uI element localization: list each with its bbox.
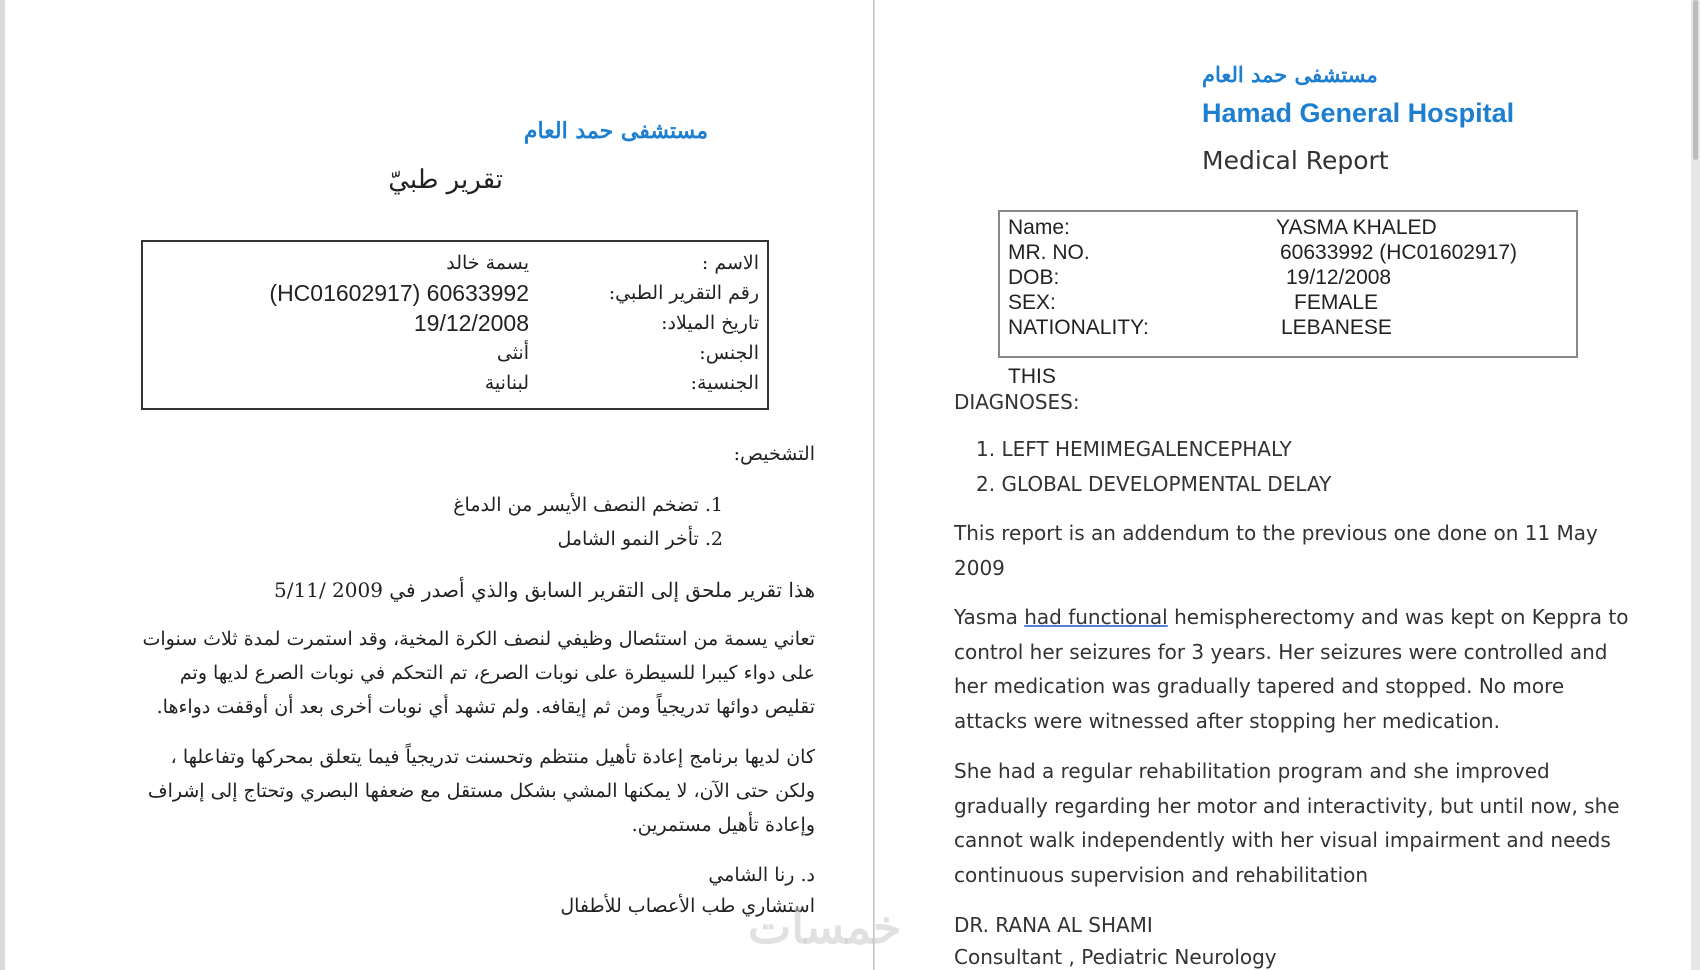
spellcheck-underlined-text: had functional [1024, 605, 1168, 629]
paragraph-2-line-2-en: gradually regarding her motor and interactivity, but until now, she [954, 794, 1620, 818]
paragraph-1-line-2: على دواء كيبرا للسيطرة على نوبات الصرع، تم التحكم في نوبات الصرع لديها وتم [179, 662, 815, 684]
doctor-position-arabic: استشاري طب الأعصاب للأطفال [560, 895, 815, 917]
doctor-position: Consultant , Pediatric Neurology [954, 945, 1277, 969]
hospital-name-arabic: مستشفى حمد العام [523, 118, 708, 144]
paragraph-2-line-1: كان لديها برنامج إعادة تأهيل منتظم وتحسنت تدريجياً فيما يتعلق بمحركها وتفاعلها ، [170, 746, 815, 768]
doctor-name: DR. RANA AL SHAMI [954, 913, 1153, 937]
field-label-dob-en: DOB: [1008, 266, 1060, 289]
paragraph-2-line-1-en: She had a regular rehabilitation program and she improved [954, 759, 1550, 783]
addendum-arabic: هذا تقرير ملحق إلى التقرير السابق والذي أصدر في 2009 /5/11 [274, 578, 815, 602]
field-label-dob: تاريخ الميلاد: [661, 312, 759, 334]
paragraph-2-line-3: وإعادة تأهيل مستمرين. [631, 814, 815, 836]
diagnosis-item-1: 1. LEFT HEMIMEGALENCEPHALY [976, 437, 1292, 461]
diagnosis-item-1-arabic: 1. تضخم النصف الأيسر من الدماغ [453, 494, 723, 516]
paragraph-1-line-2-en: control her seizures for 3 years. Her seizures were controlled and [954, 640, 1608, 664]
diagnosis-label-arabic: التشخيص: [733, 443, 815, 465]
paragraph-2-line-4-en: continuous supervision and rehabilitation [954, 863, 1369, 887]
hospital-name-arabic-header: مستشفى حمد العام [1202, 62, 1378, 87]
diagnosis-item-2-arabic: 2. تأخر النمو الشامل [557, 528, 723, 550]
addendum-line-2: 2009 [954, 556, 1005, 580]
english-report-page [875, 0, 1691, 970]
field-label-nationality: الجنسية: [690, 372, 759, 394]
paragraph-2-line-3-en: cannot walk independently with her visual impairment and needs [954, 828, 1611, 852]
field-label-mrno-en: MR. NO. [1008, 241, 1090, 264]
field-label-mrno: رقم التقرير الطبي: [608, 282, 759, 304]
diagnosis-item-2: 2. GLOBAL DEVELOPMENTAL DELAY [976, 472, 1332, 496]
paragraph-1-line-1: تعاني يسمة من استئصال وظيفي لنصف الكرة المخية، وقد استمرت لمدة ثلاث سنوات [142, 628, 815, 650]
field-value-name-en: YASMA KHALED [1276, 216, 1437, 239]
paragraph-1-line-4-en: attacks were witnessed after stopping her medication. [954, 709, 1500, 733]
field-label-sex-en: SEX: [1008, 291, 1056, 314]
paragraph-2-line-2: ولكن حتى الآن، لا يمكنها المشي بشكل مستقل مع ضعفها البصري وتحتاج إلى إشراف [147, 780, 815, 802]
paragraph-1-rest: hemispherectomy and was kept on Keppra to [1167, 605, 1629, 629]
field-value-name: يسمة خالد [446, 252, 529, 274]
paragraph-1-line-3: تقليص دوائها تدريجياً ومن ثم إيقافه. ولم تشهد أي نوبات أخرى بعد أن أوقفت دواءها. [156, 696, 815, 718]
field-value-dob-en: 19/12/2008 [1286, 266, 1392, 289]
paragraph-1-line-3-en: her medication was gradually tapered and stopped. No more [954, 674, 1565, 698]
patient-info-box [998, 210, 1578, 358]
field-label-name: الاسم : [701, 252, 759, 274]
field-value-nationality-en: LEBANESE [1281, 316, 1392, 339]
arabic-report-page [5, 0, 874, 970]
paragraph-1-line-1-en [954, 605, 1629, 629]
field-value-mrno-en: 60633992 (HC01602917) [1280, 241, 1518, 264]
field-value-dob: 19/12/2008 [413, 310, 529, 336]
patient-info-box-arabic [141, 240, 769, 410]
field-label-nationality-en: NATIONALITY: [1008, 316, 1149, 339]
field-value-sex: أنثى [496, 342, 529, 364]
paragraph-1-start: Yasma [954, 605, 1025, 629]
field-value-sex-en: FEMALE [1294, 291, 1379, 314]
field-label-name-en: Name: [1008, 216, 1070, 239]
field-value-mrno: (HC01602917) 60633992 [269, 280, 529, 306]
report-title-arabic: تقرير طبيّ [388, 165, 503, 195]
this-label: THIS [1008, 365, 1056, 388]
scrollbar-thumb[interactable] [1693, 0, 1698, 160]
field-value-nationality: لبنانية [484, 372, 529, 394]
diagnoses-label: DIAGNOSES: [954, 390, 1080, 414]
addendum-line-1: This report is an addendum to the previous one done on 11 May [954, 521, 1598, 545]
watermark-logo: خمسات [748, 900, 902, 954]
report-title: Medical Report [1202, 146, 1389, 175]
doctor-name-arabic: د. رنا الشامي [708, 864, 815, 886]
field-label-sex: الجنس: [699, 342, 759, 364]
hospital-name-english: Hamad General Hospital [1202, 98, 1515, 128]
